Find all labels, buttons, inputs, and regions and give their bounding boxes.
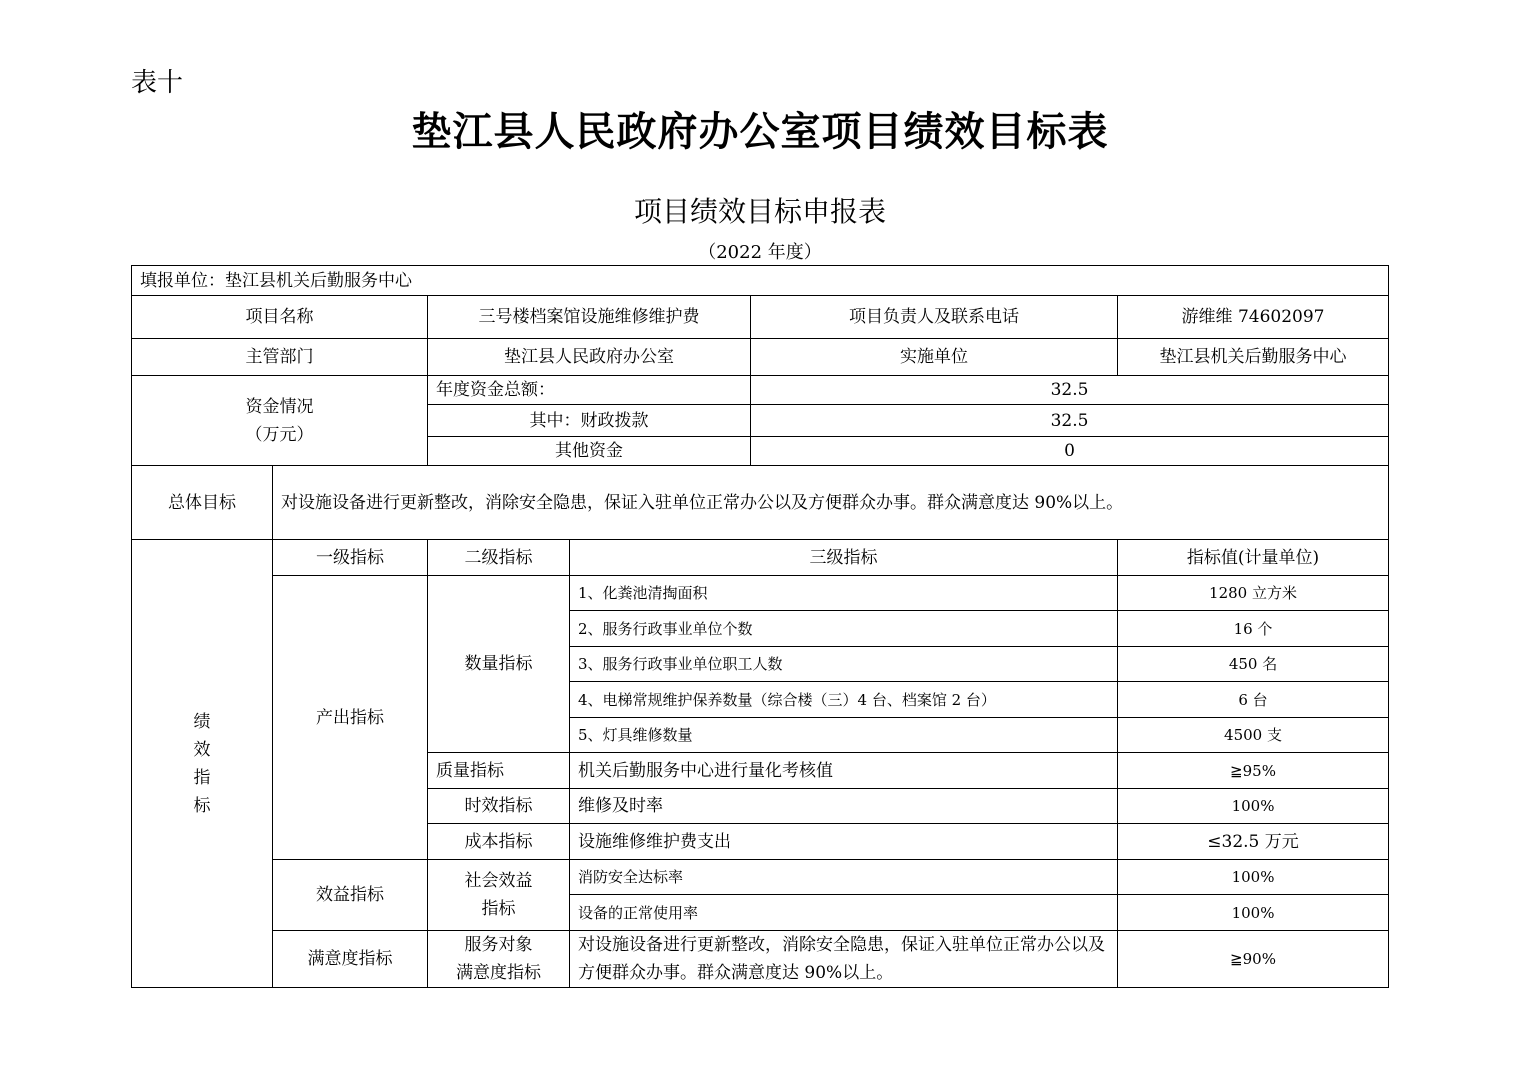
funds-label-line2: （万元） — [245, 424, 314, 445]
page-title: 垫江县人民政府办公室项目绩效目标表 — [411, 108, 1109, 155]
satisfaction-item-text: 对设施设备进行更新整改，消除安全隐患，保证入驻单位正常办公以及方便群众办事。群众满意度达 90%以上。 — [570, 931, 1118, 988]
impl-unit-label: 实施单位 — [751, 339, 1118, 376]
contact-label: 项目负责人及联系电话 — [751, 296, 1118, 339]
social-item-name: 设备的正常使用率 — [570, 895, 1118, 931]
timeliness-item-value: 100% — [1118, 789, 1389, 824]
social-benefit-label-line1: 社会效益 — [464, 871, 533, 891]
cost-item-value: ≤32.5 万元 — [1118, 824, 1389, 860]
perf-label-char: 指 — [193, 767, 211, 788]
table-number: 表十 — [131, 68, 184, 98]
social-item-value: 100% — [1118, 895, 1389, 931]
contact-value: 游维维 74602097 — [1118, 296, 1389, 339]
dept-value: 垫江县人民政府办公室 — [428, 339, 751, 376]
impl-unit-value: 垫江县机关后勤服务中心 — [1118, 339, 1389, 376]
header-level1: 一级指标 — [273, 540, 428, 576]
quantity-item-value: 6 台 — [1118, 682, 1389, 718]
fiscal-funds-value: 32.5 — [751, 405, 1389, 437]
form-title: 项目绩效目标申报表 — [633, 195, 886, 228]
quality-indicator-label: 质量指标 — [428, 753, 570, 789]
perf-label-char: 效 — [193, 739, 211, 760]
quantity-item-value: 1280 立方米 — [1118, 576, 1389, 611]
cost-indicator-label: 成本指标 — [428, 824, 570, 860]
quantity-item-name: 1、化粪池清掏面积 — [570, 576, 1118, 611]
performance-target-table — [131, 265, 1389, 988]
social-benefit-label — [428, 860, 570, 931]
quantity-item-name: 2、服务行政事业单位个数 — [570, 611, 1118, 647]
form-year: （2022 年度） — [698, 242, 822, 263]
fiscal-funds-label: 其中：财政拨款 — [428, 405, 751, 437]
quantity-item-name: 3、服务行政事业单位职工人数 — [570, 647, 1118, 682]
quantity-item-value: 450 名 — [1118, 647, 1389, 682]
social-item-name: 消防安全达标率 — [570, 860, 1118, 895]
quality-item-value: ≧95% — [1118, 753, 1389, 789]
quantity-item-value: 4500 支 — [1118, 718, 1389, 753]
header-value: 指标值(计量单位) — [1118, 540, 1389, 576]
perf-label — [132, 540, 273, 988]
other-funds-value: 0 — [751, 437, 1389, 466]
perf-label-char: 标 — [193, 795, 211, 816]
benefit-indicator-label: 效益指标 — [273, 860, 428, 931]
filler-unit: 填报单位：垫江县机关后勤服务中心 — [132, 266, 1389, 296]
other-funds-label: 其他资金 — [428, 437, 751, 466]
social-benefit-label-line2: 指标 — [481, 899, 516, 919]
header-level2: 二级指标 — [428, 540, 570, 576]
quantity-item-name: 4、电梯常规维护保养数量（综合楼（三）4 台、档案馆 2 台） — [570, 682, 1118, 718]
satisfaction-item-value: ≧90% — [1118, 931, 1389, 988]
total-funds-label: 年度资金总额： — [428, 376, 751, 405]
cost-item-name: 设施维修维护费支出 — [570, 824, 1118, 860]
dept-label: 主管部门 — [132, 339, 428, 376]
project-name-value: 三号楼档案馆设施维修维护费 — [428, 296, 751, 339]
satisfaction-sub-label-line1: 服务对象 — [464, 935, 533, 955]
quality-item-name: 机关后勤服务中心进行量化考核值 — [570, 753, 1118, 789]
quantity-indicator-label: 数量指标 — [428, 576, 570, 753]
output-indicator-label: 产出指标 — [273, 576, 428, 860]
quantity-item-name: 5、灯具维修数量 — [570, 718, 1118, 753]
satisfaction-sub-label — [428, 931, 570, 988]
perf-label-char: 绩 — [193, 711, 211, 732]
timeliness-indicator-label: 时效指标 — [428, 789, 570, 824]
funds-label-line1: 资金情况 — [245, 396, 314, 417]
satisfaction-sub-label-line2: 满意度指标 — [456, 963, 541, 983]
project-name-label: 项目名称 — [132, 296, 428, 339]
funds-label — [132, 376, 428, 466]
total-funds-value: 32.5 — [751, 376, 1389, 405]
quantity-item-value: 16 个 — [1118, 611, 1389, 647]
overall-goal-text: 对设施设备进行更新整改，消除安全隐患，保证入驻单位正常办公以及方便群众办事。群众满意度达 90%以上。 — [273, 466, 1389, 540]
social-item-value: 100% — [1118, 860, 1389, 895]
timeliness-item-name: 维修及时率 — [570, 789, 1118, 824]
header-level3: 三级指标 — [570, 540, 1118, 576]
satisfaction-indicator-label: 满意度指标 — [273, 931, 428, 988]
overall-goal-label: 总体目标 — [132, 466, 273, 540]
